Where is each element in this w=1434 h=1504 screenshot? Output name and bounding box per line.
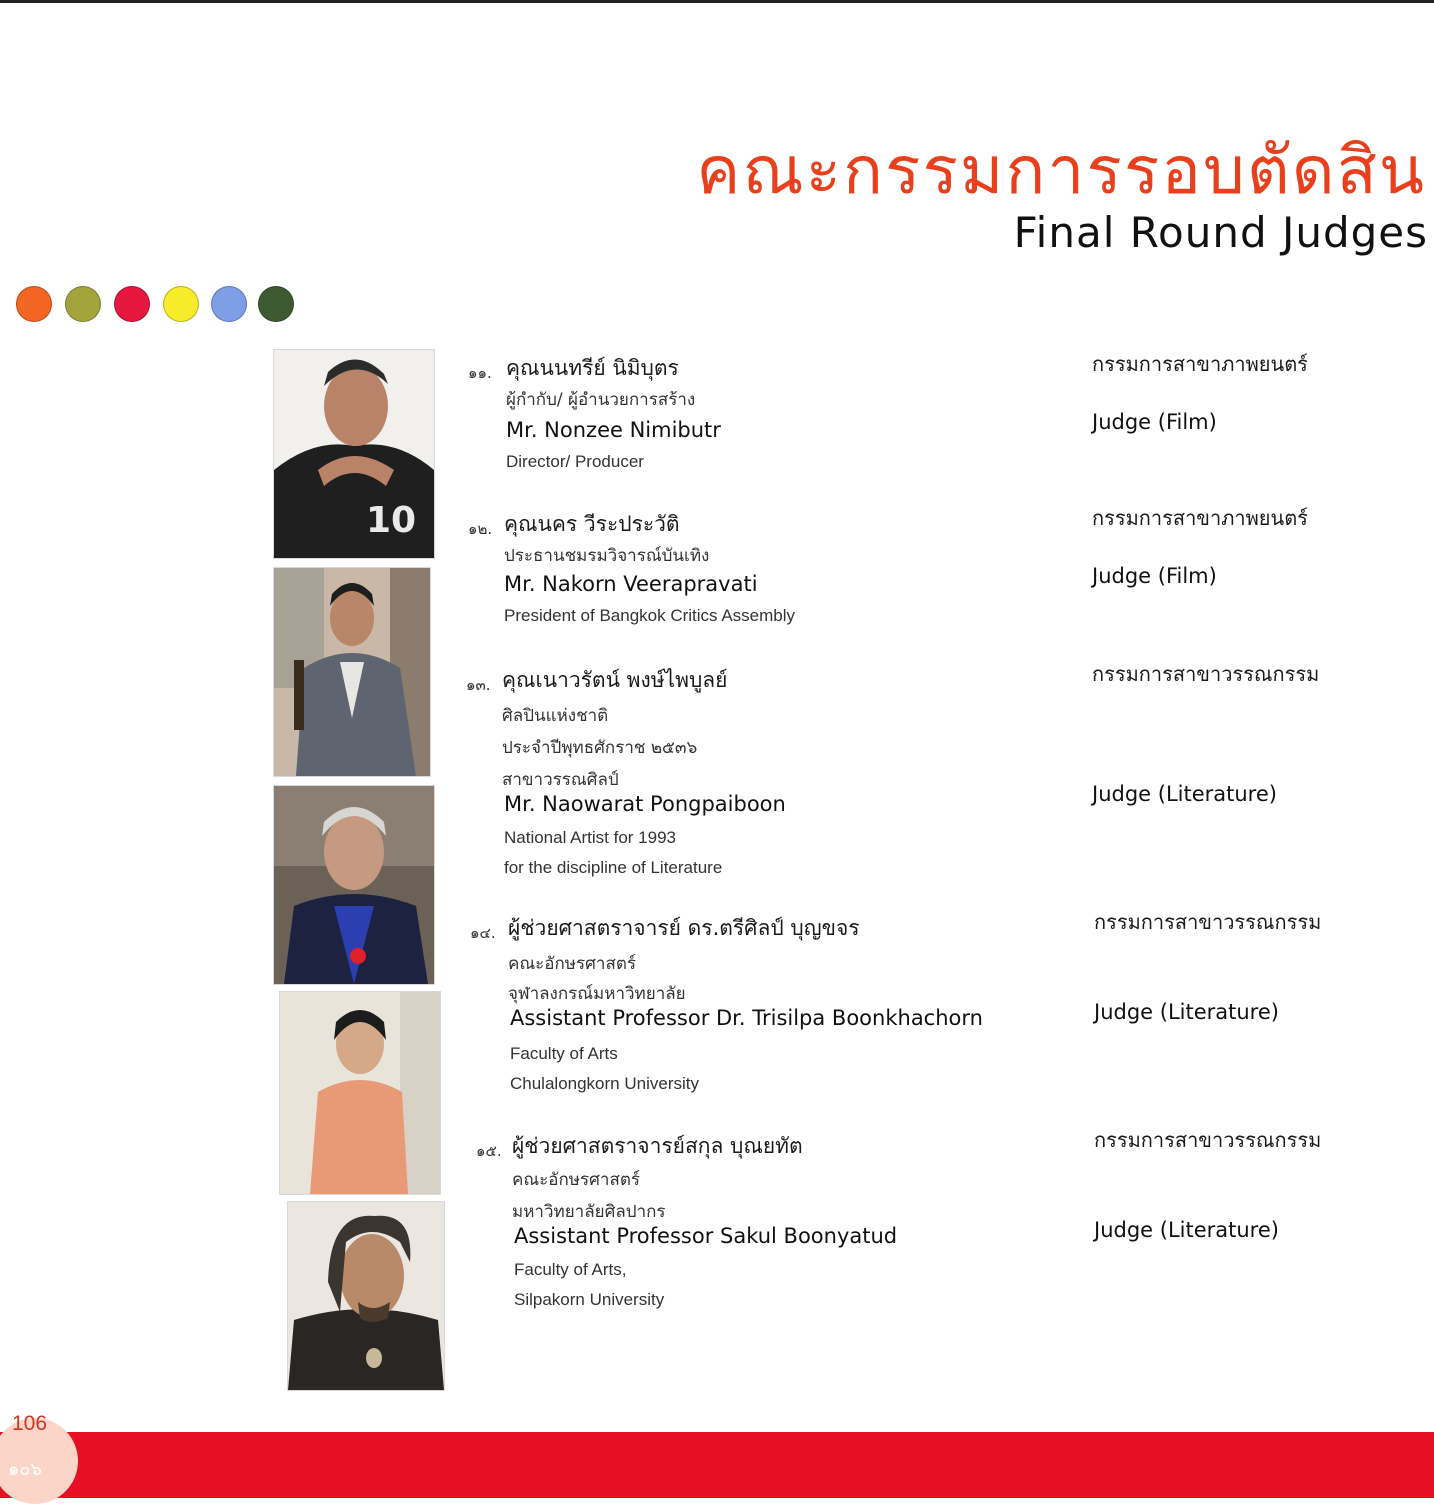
color-dot bbox=[211, 286, 247, 322]
judge-name-thai: คุณนนทรีย์ นิมิบุตร bbox=[506, 356, 679, 380]
page-title-english: Final Round Judges bbox=[1013, 208, 1428, 257]
color-dot bbox=[65, 286, 101, 322]
color-dot bbox=[258, 286, 294, 322]
judge-description-english: Director/ Producer bbox=[506, 452, 644, 471]
judge-photo bbox=[274, 786, 434, 984]
judge-description-thai: ประธานชมรมวิจารณ์บันเทิง bbox=[504, 546, 710, 566]
judge-role-english: Judge (Literature) bbox=[1094, 1000, 1279, 1024]
entry-number: ๑๑. bbox=[468, 364, 492, 382]
page-top-border bbox=[0, 0, 1434, 3]
judge-role-english: Judge (Film) bbox=[1092, 564, 1217, 588]
page-number-thai: ๑๐๖ bbox=[8, 1459, 42, 1480]
judge-description-english: Faculty of Arts bbox=[510, 1044, 618, 1063]
judge-description-thai: คณะอักษรศาสตร์ bbox=[512, 1170, 640, 1190]
judge-role-thai: กรรมการสาขาวรรณกรรม bbox=[1094, 910, 1322, 934]
judge-role-english: Judge (Literature) bbox=[1094, 1218, 1279, 1242]
color-dot bbox=[16, 286, 52, 322]
judge-description-thai: จุฬาลงกรณ์มหาวิทยาลัย bbox=[508, 984, 686, 1004]
judge-description-english: for the discipline of Literature bbox=[504, 858, 723, 877]
judge-photo bbox=[280, 992, 440, 1194]
color-dot bbox=[114, 286, 150, 322]
judge-photo bbox=[274, 568, 430, 776]
judge-name-thai: ผู้ช่วยศาสตราจารย์สกุล บุณยทัต bbox=[512, 1134, 803, 1158]
footer-bar bbox=[0, 1432, 1434, 1498]
judge-role-thai: กรรมการสาขาวรรณกรรม bbox=[1092, 662, 1320, 686]
judge-description-thai: สาขาวรรณศิลป์ bbox=[502, 770, 619, 790]
judge-name-english: Mr. Nonzee Nimibutr bbox=[506, 418, 721, 442]
judge-name-english: Assistant Professor Dr. Trisilpa Boonkhachorn bbox=[510, 1006, 983, 1030]
judge-description-thai: ศิลปินแห่งชาติ bbox=[502, 706, 609, 726]
entry-number: ๑๒. bbox=[468, 520, 493, 538]
judge-description-english: Silpakorn University bbox=[514, 1290, 665, 1309]
entry-number: ๑๕. bbox=[476, 1142, 502, 1160]
page-title-thai: คณะกรรมการรอบตัดสิน bbox=[696, 132, 1426, 209]
judge-description-english: National Artist for 1993 bbox=[504, 828, 676, 847]
judge-name-thai: ผู้ช่วยศาสตราจารย์ ดร.ตรีศิลป์ บุญขจร bbox=[508, 916, 860, 940]
judge-role-thai: กรรมการสาขาภาพยนตร์ bbox=[1092, 352, 1308, 376]
color-dot bbox=[163, 286, 199, 322]
judge-role-thai: กรรมการสาขาภาพยนตร์ bbox=[1092, 506, 1308, 530]
judge-photo bbox=[274, 350, 434, 558]
entry-number: ๑๔. bbox=[470, 924, 496, 942]
judge-name-english: Mr. Nakorn Veerapravati bbox=[504, 572, 758, 596]
judge-description-thai: ประจำปีพุทธศักราช ๒๕๓๖ bbox=[502, 738, 698, 758]
judge-description-thai: มหาวิทยาลัยศิลปากร bbox=[512, 1202, 666, 1222]
judge-description-english: Chulalongkorn University bbox=[510, 1074, 699, 1093]
judge-name-thai: คุณเนาวรัตน์ พงษ์ไพบูลย์ bbox=[502, 668, 728, 692]
judge-role-english: Judge (Literature) bbox=[1092, 782, 1277, 806]
judge-description-thai: ผู้กำกับ/ ผู้อำนวยการสร้าง bbox=[506, 390, 696, 410]
judge-name-english: Assistant Professor Sakul Boonyatud bbox=[514, 1224, 898, 1248]
judge-name-english: Mr. Naowarat Pongpaiboon bbox=[504, 792, 786, 816]
judge-photo bbox=[288, 1202, 444, 1390]
judge-role-thai: กรรมการสาขาวรรณกรรม bbox=[1094, 1128, 1322, 1152]
judge-role-english: Judge (Film) bbox=[1092, 410, 1217, 434]
judge-description-english: President of Bangkok Critics Assembly bbox=[504, 606, 796, 625]
svg-text:10: 10 bbox=[366, 500, 417, 541]
judge-description-english: Faculty of Arts, bbox=[514, 1260, 627, 1279]
page-number: 106 bbox=[12, 1412, 48, 1435]
judge-description-thai: คณะอักษรศาสตร์ bbox=[508, 954, 636, 974]
judge-name-thai: คุณนคร วีระประวัติ bbox=[504, 512, 680, 536]
entry-number: ๑๓. bbox=[466, 676, 491, 694]
